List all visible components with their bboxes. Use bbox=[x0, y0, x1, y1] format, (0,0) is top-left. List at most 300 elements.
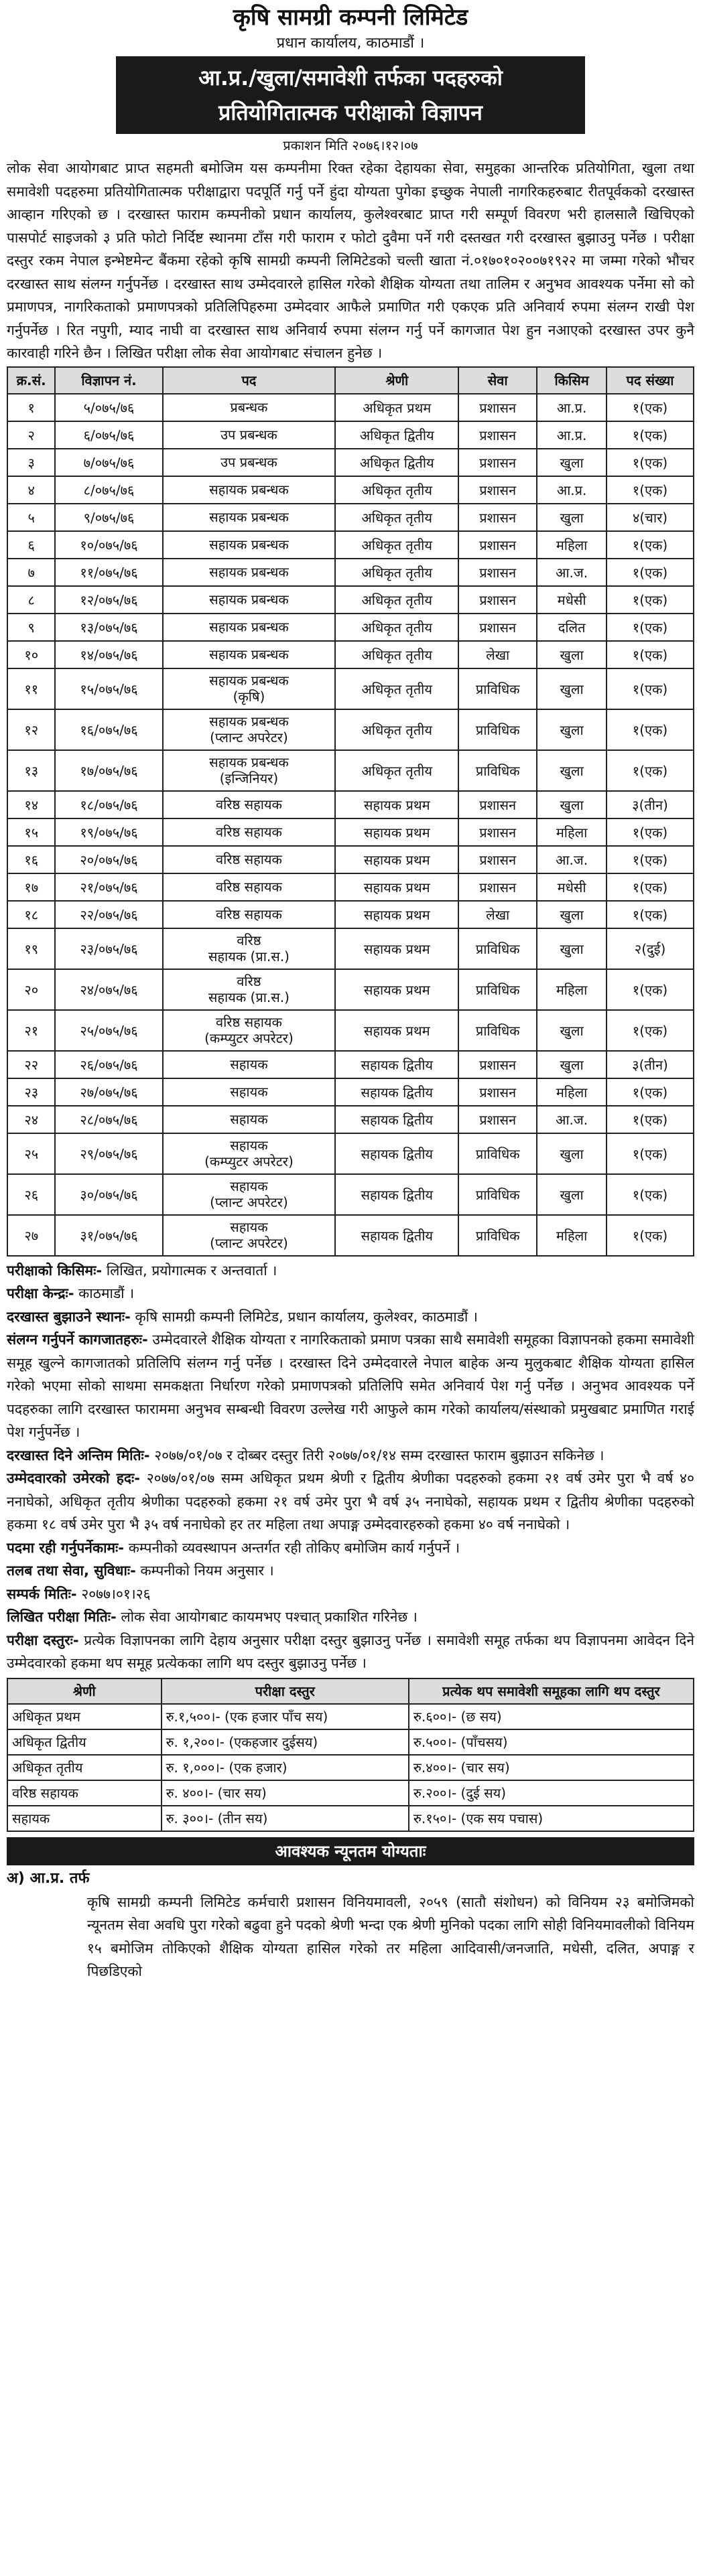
cell-adv-no: ३१/०७५/७६ bbox=[55, 1215, 162, 1256]
cell-type: आ.ज. bbox=[537, 559, 607, 586]
cell-service: प्रशासन bbox=[458, 818, 537, 846]
fee-table-header bbox=[7, 1678, 694, 1704]
contact-date-text: २०७७।०१।२६ bbox=[76, 1585, 151, 1602]
cell-type: खुला bbox=[537, 504, 607, 531]
post-line: सहायक प्रबन्धक bbox=[209, 509, 289, 525]
cell-adv-no: २४/०७५/७६ bbox=[55, 969, 162, 1010]
cell-level: सहायक द्वितीय bbox=[335, 1133, 458, 1174]
cell-post bbox=[163, 1078, 336, 1106]
salary-text: कम्पनीको नियम अनुसार । bbox=[135, 1563, 274, 1579]
post-line: (कृषि) bbox=[233, 689, 265, 705]
cell-post bbox=[163, 449, 336, 476]
cell-adv-no: १४/०७५/७६ bbox=[55, 641, 162, 668]
cell-adv-no: २७/०७५/७६ bbox=[55, 1078, 162, 1106]
cell-post bbox=[163, 1010, 336, 1051]
vacancy-table-body bbox=[7, 394, 694, 1256]
deadline-text: २०७७/०१/०७ र दोब्बर दस्तुर तिरी २०७७/०१/१४ सम्म दरखास्त फाराम बुझाउन सकिनेछ । bbox=[149, 1447, 604, 1463]
cell-service: प्रशासन bbox=[458, 873, 537, 901]
cell-type: खुला bbox=[537, 1133, 607, 1174]
post-line: (प्लान्ट अपरेटर) bbox=[210, 1235, 288, 1251]
cell-service: प्राविधिक bbox=[458, 750, 537, 791]
fee-row bbox=[7, 1755, 694, 1780]
cell-sn: १५ bbox=[7, 818, 55, 846]
post-line: सहायक bbox=[230, 1084, 268, 1100]
cell-post bbox=[163, 750, 336, 791]
cell-count: १(एक) bbox=[607, 421, 694, 449]
post-line: सहायक प्रबन्धक bbox=[209, 754, 289, 770]
vacancy-row bbox=[7, 1174, 694, 1215]
cell-post bbox=[163, 394, 336, 421]
cell-service: प्रशासन bbox=[458, 846, 537, 873]
cell-level: सहायक प्रथम bbox=[335, 791, 458, 818]
cell-service: प्रशासन bbox=[458, 504, 537, 531]
fee-cell-level: अधिकृत तृतीय bbox=[7, 1755, 162, 1780]
post-line: (इन्जिनियर) bbox=[219, 770, 279, 786]
cell-type: आ.ज. bbox=[537, 846, 607, 873]
cell-level: अधिकृत तृतीय bbox=[335, 504, 458, 531]
cell-type: खुला bbox=[537, 791, 607, 818]
cell-count: १(एक) bbox=[607, 476, 694, 504]
cell-sn: १२ bbox=[7, 709, 55, 750]
cell-adv-no: २९/०७५/७६ bbox=[55, 1133, 162, 1174]
fee-cell-fee: रु.१,५००।- (एक हजार पाँच सय) bbox=[162, 1704, 409, 1729]
fee-cell-fee: रु. १,२००।- (एकहजार दुईसय) bbox=[162, 1729, 409, 1755]
cell-adv-no: २०/०७५/७६ bbox=[55, 846, 162, 873]
post-line: उप प्रबन्धक bbox=[220, 454, 277, 470]
cell-post bbox=[163, 531, 336, 559]
fee-cell-level: वरिष्ठ सहायक bbox=[7, 1780, 162, 1806]
post-line: सहायक प्रबन्धक bbox=[209, 646, 289, 662]
fee-cell-level: सहायक bbox=[7, 1806, 162, 1831]
fee-col-extra: प्रत्येक थप समावेशी समूहका लागि थप दस्तुर bbox=[409, 1678, 694, 1704]
cell-post bbox=[163, 641, 336, 668]
cell-type: खुला bbox=[537, 750, 607, 791]
cell-sn: २५ bbox=[7, 1133, 55, 1174]
cell-service: प्रशासन bbox=[458, 791, 537, 818]
vacancy-row bbox=[7, 791, 694, 818]
cell-service: प्रशासन bbox=[458, 449, 537, 476]
cell-count: १(एक) bbox=[607, 818, 694, 846]
head-office: प्रधान कार्यालय, काठमाडौं । bbox=[276, 35, 425, 52]
cell-sn: १९ bbox=[7, 928, 55, 969]
cell-level: सहायक द्वितीय bbox=[335, 1051, 458, 1078]
cell-count: १(एक) bbox=[607, 1215, 694, 1256]
post-line: सहायक (प्रा.स.) bbox=[208, 989, 290, 1005]
fee-cell-extra: रु.५००।- (पाँचसय) bbox=[409, 1729, 694, 1755]
submit-place-text: कृषि सामग्री कम्पनी लिमिटेड, प्रधान कार्यालय, कुलेश्वर, काठमाडौं । bbox=[130, 1308, 478, 1325]
col-header-adv-no: विज्ञापन नं. bbox=[55, 367, 162, 394]
cell-level: सहायक प्रथम bbox=[335, 873, 458, 901]
cell-sn: ३ bbox=[7, 449, 55, 476]
contact-date bbox=[7, 1583, 694, 1606]
post-line: सहायक प्रबन्धक bbox=[209, 713, 289, 729]
cell-level: सहायक द्वितीय bbox=[335, 1078, 458, 1106]
job-duty-text: कम्पनीको व्यवस्थापन अन्तर्गत रही तोकिए बमोजिम कार्य गर्नुपर्ने । bbox=[124, 1539, 460, 1556]
exam-fee-label: परीक्षा दस्तुरः- bbox=[7, 1632, 79, 1648]
cell-type: महिला bbox=[537, 531, 607, 559]
min-qualification-banner: आवश्यक न्यूनतम योग्यताः bbox=[7, 1837, 694, 1865]
cell-count: १(एक) bbox=[607, 873, 694, 901]
vacancy-row bbox=[7, 1106, 694, 1133]
exam-fee-text: प्रत्येक विज्ञापनका लागि देहाय अनुसार परीक्षा दस्तुर बुझाउनु पर्नेछ । समावेशी समूह तर्फका थप विज्ञापनमा आवेदन दिने उम्मेदवारको हकमा थप समूह प्रत्येकका लागि थप दस्तुर बुझाउनु पर्नेछ । bbox=[7, 1632, 695, 1671]
cell-level: सहायक द्वितीय bbox=[335, 1215, 458, 1256]
deadline bbox=[7, 1444, 694, 1468]
post-line: सहायक प्रबन्धक bbox=[209, 672, 289, 689]
cell-service: प्रशासन bbox=[458, 476, 537, 504]
cell-service: प्रशासन bbox=[458, 614, 537, 641]
vacancy-row bbox=[7, 476, 694, 504]
cell-adv-no: ९/०७५/७६ bbox=[55, 504, 162, 531]
fee-row bbox=[7, 1704, 694, 1729]
cell-post bbox=[163, 586, 336, 614]
post-line: वरिष्ठ bbox=[237, 932, 261, 948]
cell-count: ३(तीन) bbox=[607, 791, 694, 818]
vacancy-row bbox=[7, 818, 694, 846]
min-qualification-text: कृषि सामग्री कम्पनी लिमिटेड कर्मचारी प्रशासन विनियमावली, २०५९ (सातौ संशोधन) को विनियम २३ बमोजिमको न्यूनतम सेवा अवधि पुरा गरेको बढुवा हुने पदको श्रेणी भन्दा एक श्रेणी मुनिको पदका लागि सोही विनियमावलीको विनियम १५ बमोजिम तोकिएको शैक्षिक योग्यता हासिल गरेको तर महिला आदिवासी/जनजाति, मधेसी, दलित, अपाङ्ग र पिछडिएको bbox=[87, 1893, 694, 1979]
vacancy-row bbox=[7, 1078, 694, 1106]
cell-count: १(एक) bbox=[607, 709, 694, 750]
banner-line-1: आ.प्र./खुला/समावेशी तर्फका पदहरुको bbox=[198, 65, 503, 90]
cell-post bbox=[163, 559, 336, 586]
cell-post bbox=[163, 1215, 336, 1256]
cell-service: लेखा bbox=[458, 901, 537, 928]
cell-adv-no: २२/०७५/७६ bbox=[55, 901, 162, 928]
cell-adv-no: ११/०७५/७६ bbox=[55, 559, 162, 586]
fee-col-level: श्रेणी bbox=[7, 1678, 162, 1704]
cell-sn: २३ bbox=[7, 1078, 55, 1106]
post-line: वरिष्ठ सहायक bbox=[215, 906, 282, 922]
cell-adv-no: १५/०७५/७६ bbox=[55, 668, 162, 709]
cell-type: आ.ज. bbox=[537, 1106, 607, 1133]
cell-level: सहायक प्रथम bbox=[335, 928, 458, 969]
cell-post bbox=[163, 668, 336, 709]
cell-type: खुला bbox=[537, 709, 607, 750]
cell-adv-no: १९/०७५/७६ bbox=[55, 818, 162, 846]
cell-service: प्रशासन bbox=[458, 1106, 537, 1133]
cell-service: प्रशासन bbox=[458, 586, 537, 614]
vacancy-row bbox=[7, 449, 694, 476]
col-header-sn: क्र.सं. bbox=[7, 367, 55, 394]
exam-fee bbox=[7, 1629, 694, 1675]
cell-post bbox=[163, 969, 336, 1010]
cell-level: अधिकृत तृतीय bbox=[335, 586, 458, 614]
cell-sn: २० bbox=[7, 969, 55, 1010]
vacancy-row bbox=[7, 1010, 694, 1051]
cell-count: १(एक) bbox=[607, 901, 694, 928]
col-header-service: सेवा bbox=[458, 367, 537, 394]
cell-type: खुला bbox=[537, 641, 607, 668]
post-line: वरिष्ठ सहायक bbox=[215, 879, 282, 895]
salary-label: तलब तथा सेवा, सुविधाः- bbox=[7, 1563, 136, 1579]
post-line: सहायक प्रबन्धक bbox=[209, 619, 289, 635]
age-limit bbox=[7, 1467, 694, 1536]
fee-table-body bbox=[7, 1704, 694, 1831]
vacancy-row bbox=[7, 559, 694, 586]
cell-adv-no: ३०/०७५/७६ bbox=[55, 1174, 162, 1215]
vacancy-row bbox=[7, 531, 694, 559]
cell-level: अधिकृत द्वितीय bbox=[335, 421, 458, 449]
cell-type: खुला bbox=[537, 1051, 607, 1078]
cell-service: प्राविधिक bbox=[458, 709, 537, 750]
written-exam-text: लोक सेवा आयोगबाट कायमभए पश्चात् प्रकाशित गरिनेछ । bbox=[116, 1609, 418, 1625]
cell-level: अधिकृत तृतीय bbox=[335, 476, 458, 504]
details-section bbox=[7, 1259, 694, 1675]
cell-count: ४(चार) bbox=[607, 504, 694, 531]
post-line: (प्लान्ट अपरेटर) bbox=[210, 729, 288, 745]
cell-type: दलित bbox=[537, 614, 607, 641]
fee-cell-extra: रु.४००।- (चार सय) bbox=[409, 1755, 694, 1780]
cell-sn: १ bbox=[7, 394, 55, 421]
cell-level: सहायक प्रथम bbox=[335, 901, 458, 928]
cell-adv-no: ८/०७५/७६ bbox=[55, 476, 162, 504]
cell-service: प्राविधिक bbox=[458, 928, 537, 969]
cell-post bbox=[163, 1051, 336, 1078]
submit-place-label: दरखास्त बुझाउने स्थानः- bbox=[7, 1308, 131, 1325]
written-exam-label: लिखित परीक्षा मितिः- bbox=[7, 1609, 117, 1625]
exam-type-text: लिखित, प्रयोगात्मक र अन्तवार्ता । bbox=[102, 1262, 277, 1279]
cell-count: १(एक) bbox=[607, 969, 694, 1010]
cell-sn: २४ bbox=[7, 1106, 55, 1133]
vacancy-row bbox=[7, 969, 694, 1010]
cell-post bbox=[163, 846, 336, 873]
cell-post bbox=[163, 818, 336, 846]
cell-sn: १७ bbox=[7, 873, 55, 901]
salary bbox=[7, 1559, 694, 1583]
cell-service: प्राविधिक bbox=[458, 1174, 537, 1215]
post-line: सहायक प्रबन्धक bbox=[209, 564, 289, 580]
cell-type: आ.प्र. bbox=[537, 394, 607, 421]
cell-count: १(एक) bbox=[607, 1078, 694, 1106]
vacancy-row bbox=[7, 641, 694, 668]
vacancy-row bbox=[7, 873, 694, 901]
post-line: सहायक bbox=[230, 1178, 268, 1194]
cell-count: १(एक) bbox=[607, 1106, 694, 1133]
cell-level: अधिकृत तृतीय bbox=[335, 668, 458, 709]
cell-count: १(एक) bbox=[607, 586, 694, 614]
exam-center-text: काठमाडौं । bbox=[74, 1285, 135, 1301]
cell-type: खुला bbox=[537, 1174, 607, 1215]
cell-post bbox=[163, 614, 336, 641]
cell-type: मधेसी bbox=[537, 586, 607, 614]
age-limit-text: २०७७/०१/०७ सम्म अधिकृत प्रथम श्रेणी र द्वितीय श्रेणीका पदहरुको हकमा २१ वर्ष उमेर पुरा भै वर्ष ४० ननाघेको, अधिकृत तृतीय श्रेणीका पदहरुको हकमा २१ वर्ष उमेर पुरा भै वर्ष ३५ ननाघेको, सहायक प्रथम र द्वितीय श्रेणीका पदहरुको हकमा १८ वर्ष उमेर पुरा भै ३५ वर्ष ननाघेको हर तर महिला तथा अपाङ्ग उम्मेदवारहरुको हकमा ४० वर्ष ननाघेको । bbox=[7, 1470, 695, 1532]
fee-cell-fee: रु. ४००।- (चार सय) bbox=[162, 1780, 409, 1806]
post-line: (प्लान्ट अपरेटर) bbox=[210, 1194, 288, 1210]
cell-count: १(एक) bbox=[607, 614, 694, 641]
cell-service: प्रशासन bbox=[458, 394, 537, 421]
vacancy-row bbox=[7, 421, 694, 449]
cell-count: १(एक) bbox=[607, 846, 694, 873]
job-duty-label: पदमा रही गर्नुपर्नेकामः- bbox=[7, 1539, 125, 1556]
vacancy-row bbox=[7, 1133, 694, 1174]
cell-level: अधिकृत द्वितीय bbox=[335, 449, 458, 476]
required-docs-text: उम्मेदवारले शैक्षिक योग्यता र नागरिकताको प्रमाण पत्रका साथै समावेशी समूहका विज्ञापनको हकमा समावेशी समूह खुल्ने कागजातको प्रतिलिपि संलग्न गर्नु पर्नेछ । दरखास्त दिने उम्मेदवारले नेपाल बाहेक अन्य मुलुकबाट शैक्षिक योग्यता हासिल गरेको भएमा सोको साथमा समकक्षता निर्धारण गरेको प्रमाणपत्रको प्रतिलिपि समेत अनिवार्य पेश गर्नु पर्नेछ । अनुभव आवश्यक पर्ने पदहरुका लागि दरखास्त फाराममा अनुभव सम्बन्धी विवरण उल्लेख गरी आफुले काम गरेको कार्यालय/संस्थाको प्रमुखबाट प्रमाणित गराई पेश गर्नुपर्नेछ । bbox=[7, 1332, 694, 1440]
cell-level: सहायक प्रथम bbox=[335, 818, 458, 846]
post-line: सहायक bbox=[230, 1219, 268, 1235]
post-line: सहायक (प्रा.स.) bbox=[208, 948, 290, 964]
cell-count: १(एक) bbox=[607, 641, 694, 668]
vacancy-row bbox=[7, 709, 694, 750]
cell-level: अधिकृत तृतीय bbox=[335, 750, 458, 791]
post-line: वरिष्ठ सहायक bbox=[215, 851, 282, 867]
cell-service: प्रशासन bbox=[458, 421, 537, 449]
age-limit-label: उम्मेदवारको उमेरको हदः- bbox=[7, 1470, 140, 1486]
cell-sn: २१ bbox=[7, 1010, 55, 1051]
cell-level: सहायक प्रथम bbox=[335, 846, 458, 873]
cell-adv-no: १३/०७५/७६ bbox=[55, 614, 162, 641]
vacancy-row bbox=[7, 586, 694, 614]
cell-sn: ८ bbox=[7, 586, 55, 614]
cell-type: खुला bbox=[537, 668, 607, 709]
fee-cell-fee: रु. १,०००।- (एक हजार) bbox=[162, 1755, 409, 1780]
fee-cell-extra: रु.६००।- (छ सय) bbox=[409, 1704, 694, 1729]
cell-adv-no: २५/०७५/७६ bbox=[55, 1010, 162, 1051]
fee-cell-level: अधिकृत प्रथम bbox=[7, 1704, 162, 1729]
title-banner bbox=[116, 56, 585, 134]
exam-center-label: परीक्षा केन्द्रः- bbox=[7, 1285, 74, 1301]
cell-adv-no: १७/०७५/७६ bbox=[55, 750, 162, 791]
fee-col-fee: परीक्षा दस्तुर bbox=[162, 1678, 409, 1704]
cell-post bbox=[163, 791, 336, 818]
cell-sn: २६ bbox=[7, 1174, 55, 1215]
cell-adv-no: १८/०७५/७६ bbox=[55, 791, 162, 818]
cell-adv-no: १२/०७५/७६ bbox=[55, 586, 162, 614]
vacancy-row bbox=[7, 901, 694, 928]
vacancy-row bbox=[7, 928, 694, 969]
cell-type: महिला bbox=[537, 969, 607, 1010]
cell-post bbox=[163, 476, 336, 504]
cell-adv-no: २६/०७५/७६ bbox=[55, 1051, 162, 1078]
required-docs bbox=[7, 1328, 694, 1444]
vacancy-row bbox=[7, 750, 694, 791]
cell-post bbox=[163, 504, 336, 531]
cell-sn: ६ bbox=[7, 531, 55, 559]
post-line: सहायक प्रबन्धक bbox=[209, 591, 289, 607]
cell-service: प्राविधिक bbox=[458, 668, 537, 709]
cell-level: सहायक प्रथम bbox=[335, 1010, 458, 1051]
cell-level: अधिकृत तृतीय bbox=[335, 559, 458, 586]
cell-type: खुला bbox=[537, 928, 607, 969]
cell-sn: २७ bbox=[7, 1215, 55, 1256]
post-line: उप प्रबन्धक bbox=[220, 427, 277, 443]
cell-adv-no: २१/०७५/७६ bbox=[55, 873, 162, 901]
organization-name: कृषि सामग्री कम्पनी लिमिटेड bbox=[233, 4, 468, 31]
cell-adv-no: ७/०७५/७६ bbox=[55, 449, 162, 476]
intro-paragraph: लोक सेवा आयोगबाट प्राप्त सहमती बमोजिम यस कम्पनीमा रिक्त रहेका देहायका सेवा, समुहका आन्तरिक प्रतियोगिता, खुला तथा समावेशी पदहरुमा प्रतियोगितात्मक परीक्षाद्वारा पदपूर्ति गर्नु पर्ने हुंदा योग्यता पुगेका इच्छुक नेपाली नागरिकहरुबाट रीतपूर्वकको दरखास्त आव्हान गरिएको छ । दरखास्त फाराम कम्पनीको प्रधान कार्यालय, कुलेश्वरबाट प्राप्त गरी सम्पूर्ण विवरण भरी हालसालै खिचिएको पासपोर्ट साइजको ३ प्रति फोटो निर्दिष्ट स्थानमा टाँस गरी फाराम र फोटो दुवैमा पर्ने गरी दस्तखत गरी दरखास्त बुझाउनु पर्नेछ । परीक्षा दस्तुर रकम नेपाल इन्भेष्टमेन्ट बैंकमा रहेको कृषि सामग्री कम्पनी लिमिटेडको चल्ती खाता नं.०१७०१०२००७१९२२ मा जम्मा गरेको भौचर दरखास्त साथ संलग्न गर्नुपर्नेछ । दरखास्त साथ उम्मेदवारले हासिल गरेको शैक्षिक योग्यता तथा तालिम र अनुभव आवश्यक पर्नेमा सो को प्रमाणपत्र, नागरिकताको प्रमाणपत्रको प्रतिलिपिहरुमा उम्मेदवार आफैले प्रमाणित गरी एकएक प्रति अनिवार्य रुपमा संलग्न राखी पेश गर्नुपर्नेछ । रित नपुगी, म्याद नाघी वा दरखास्त साथ अनिवार्य रुपमा संलग्न गर्नु पर्ने कागजात पेश हुन नआएको दरखास्त उपर कुनै कारवाही गरिने छैन । लिखित परीक्षा लोक सेवा आयोगबाट संचालन हुनेछ । bbox=[7, 160, 694, 361]
cell-type: महिला bbox=[537, 1215, 607, 1256]
cell-level: अधिकृत प्रथम bbox=[335, 394, 458, 421]
cell-level: अधिकृत तृतीय bbox=[335, 614, 458, 641]
cell-type: खुला bbox=[537, 901, 607, 928]
cell-service: प्राविधिक bbox=[458, 1010, 537, 1051]
cell-sn: ७ bbox=[7, 559, 55, 586]
fee-row bbox=[7, 1729, 694, 1755]
fee-row bbox=[7, 1780, 694, 1806]
deadline-label: दरखास्त दिने अन्तिम मितिः- bbox=[7, 1447, 150, 1463]
cell-post bbox=[163, 1174, 336, 1215]
job-duty bbox=[7, 1536, 694, 1560]
col-header-post: पद bbox=[163, 367, 336, 394]
post-line: वरिष्ठ सहायक bbox=[215, 796, 282, 812]
post-line: सहायक bbox=[230, 1111, 268, 1127]
cell-count: १(एक) bbox=[607, 750, 694, 791]
cell-type: महिला bbox=[537, 1078, 607, 1106]
cell-level: अधिकृत तृतीय bbox=[335, 709, 458, 750]
post-line: सहायक प्रबन्धक bbox=[209, 482, 289, 498]
cell-sn: ९ bbox=[7, 614, 55, 641]
cell-sn: १८ bbox=[7, 901, 55, 928]
vacancy-row bbox=[7, 846, 694, 873]
vacancy-row bbox=[7, 1215, 694, 1256]
required-docs-label: संलग्न गर्नुपर्ने कागजातहरुः- bbox=[7, 1332, 148, 1348]
submit-place bbox=[7, 1305, 694, 1329]
cell-adv-no: १६/०७५/७६ bbox=[55, 709, 162, 750]
vacancy-row bbox=[7, 504, 694, 531]
cell-adv-no: १०/०७५/७६ bbox=[55, 531, 162, 559]
post-line: (कम्प्युटर अपरेटर) bbox=[204, 1030, 294, 1046]
fee-cell-extra: रु.२००।- (दुई सय) bbox=[409, 1780, 694, 1806]
fee-cell-extra: रु.१५०।- (एक सय पचास) bbox=[409, 1806, 694, 1831]
cell-sn: ११ bbox=[7, 668, 55, 709]
cell-service: प्रशासन bbox=[458, 559, 537, 586]
cell-count: १(एक) bbox=[607, 394, 694, 421]
cell-level: अधिकृत तृतीय bbox=[335, 641, 458, 668]
cell-level: सहायक द्वितीय bbox=[335, 1106, 458, 1133]
cell-sn: ४ bbox=[7, 476, 55, 504]
cell-post bbox=[163, 873, 336, 901]
post-line: वरिष्ठ सहायक bbox=[215, 1014, 282, 1030]
exam-type bbox=[7, 1259, 694, 1283]
internal-competition-heading: अ) आ.प्र. तर्फ bbox=[7, 1869, 90, 1887]
cell-service: प्राविधिक bbox=[458, 1133, 537, 1174]
post-line: वरिष्ठ सहायक bbox=[215, 824, 282, 840]
col-header-level: श्रेणी bbox=[335, 367, 458, 394]
cell-service: प्रशासन bbox=[458, 1051, 537, 1078]
written-exam-date bbox=[7, 1605, 694, 1629]
cell-service: प्राविधिक bbox=[458, 1215, 537, 1256]
cell-count: १(एक) bbox=[607, 1133, 694, 1174]
cell-count: १(एक) bbox=[607, 559, 694, 586]
cell-type: आ.प्र. bbox=[537, 476, 607, 504]
cell-post bbox=[163, 901, 336, 928]
cell-post bbox=[163, 1106, 336, 1133]
col-header-type: किसिम bbox=[537, 367, 607, 394]
col-header-count: पद संख्या bbox=[607, 367, 694, 394]
post-line: वरिष्ठ bbox=[237, 973, 261, 989]
cell-adv-no: ६/०७५/७६ bbox=[55, 421, 162, 449]
post-line: सहायक bbox=[230, 1056, 268, 1072]
fee-cell-fee: रु. ३००।- (तीन सय) bbox=[162, 1806, 409, 1831]
post-line: सहायक bbox=[230, 1137, 268, 1153]
cell-sn: १० bbox=[7, 641, 55, 668]
cell-type: खुला bbox=[537, 449, 607, 476]
cell-sn: ५ bbox=[7, 504, 55, 531]
cell-count: ३(तीन) bbox=[607, 1051, 694, 1078]
vacancy-row bbox=[7, 1051, 694, 1078]
vacancy-table bbox=[7, 366, 694, 1257]
cell-level: अधिकृत तृतीय bbox=[335, 531, 458, 559]
cell-count: १(एक) bbox=[607, 668, 694, 709]
cell-post bbox=[163, 709, 336, 750]
banner-line-2: प्रतियोगितात्मक परीक्षाको विज्ञापन bbox=[218, 100, 483, 125]
cell-count: १(एक) bbox=[607, 531, 694, 559]
fee-cell-level: अधिकृत द्वितीय bbox=[7, 1729, 162, 1755]
cell-sn: १६ bbox=[7, 846, 55, 873]
cell-service: लेखा bbox=[458, 641, 537, 668]
cell-sn: १४ bbox=[7, 791, 55, 818]
cell-level: सहायक द्वितीय bbox=[335, 1174, 458, 1215]
cell-sn: २२ bbox=[7, 1051, 55, 1078]
cell-post bbox=[163, 421, 336, 449]
